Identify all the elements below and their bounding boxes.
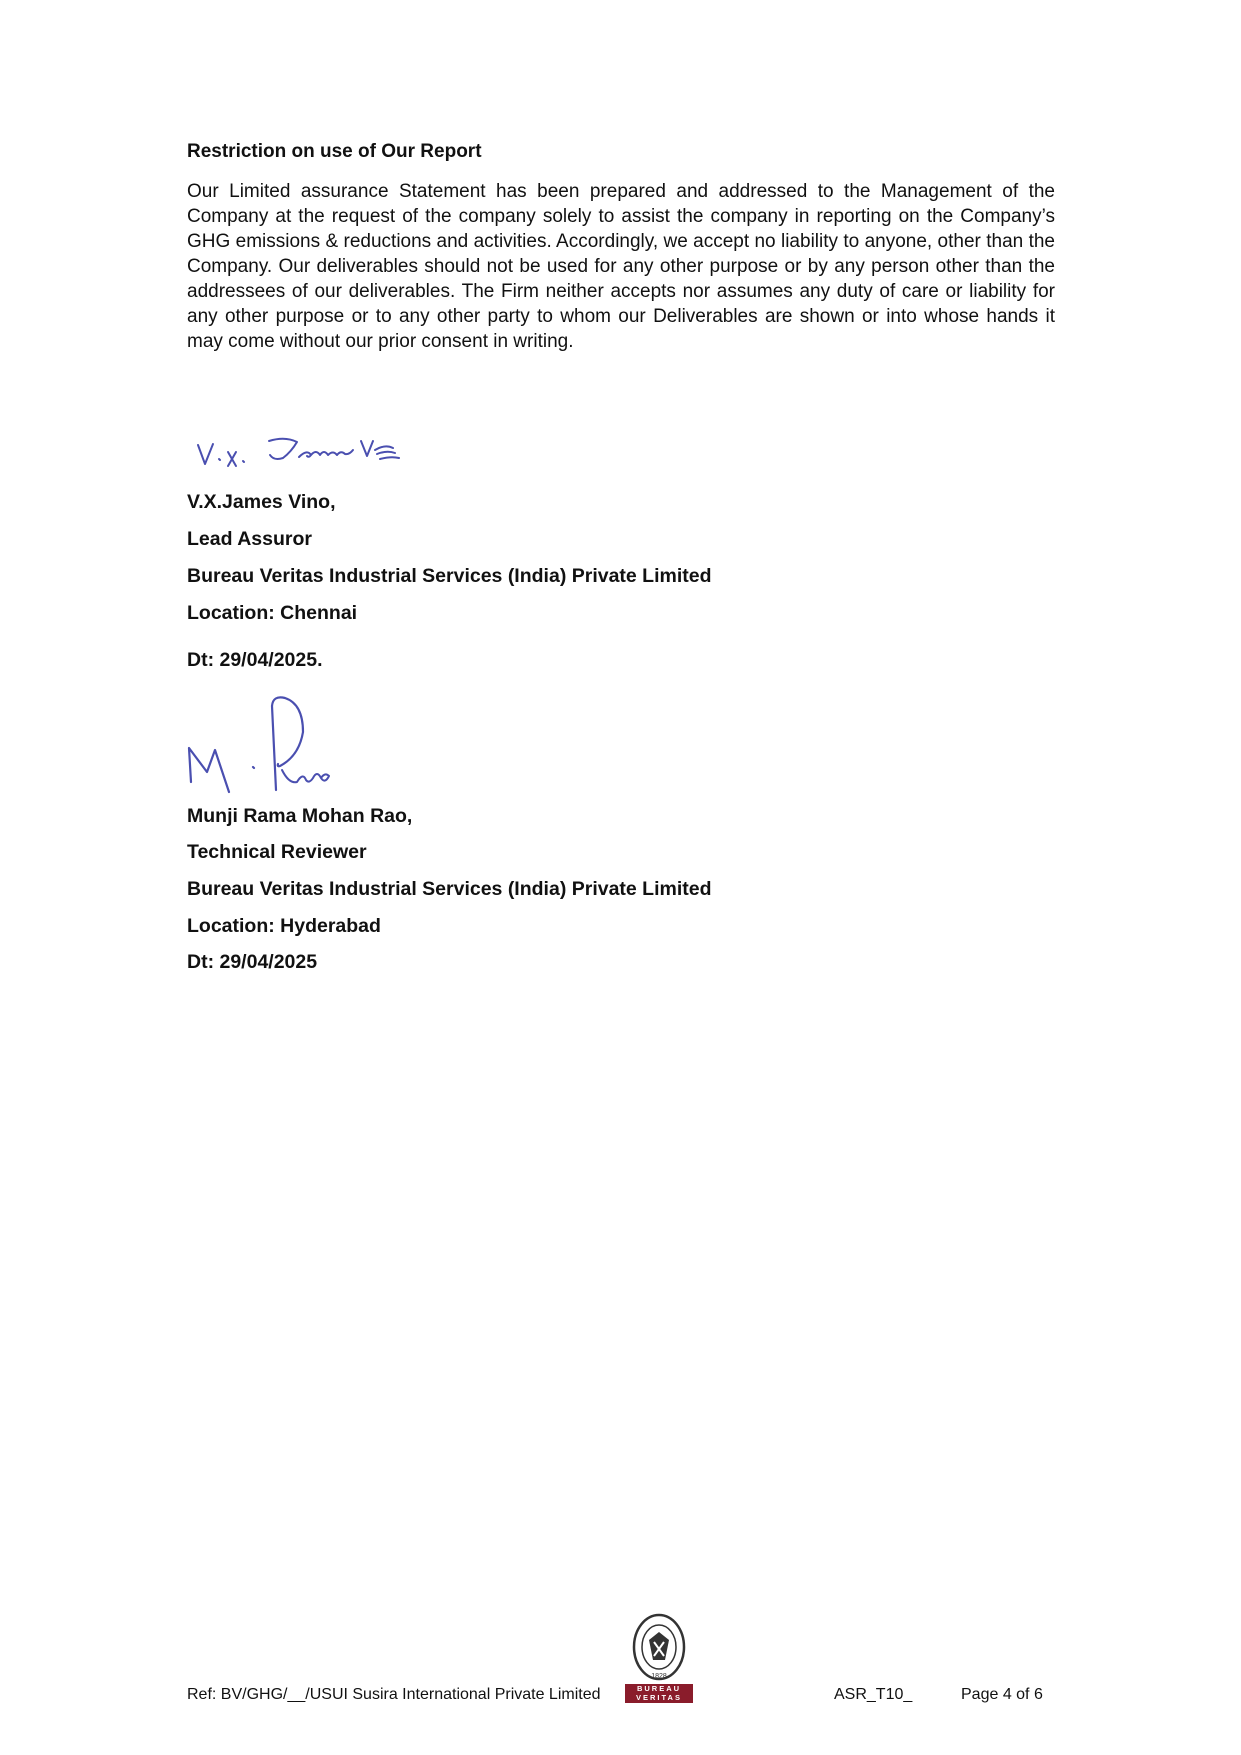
signatory1-location: Location: Chennai bbox=[187, 602, 358, 624]
footer-ref: Ref: BV/GHG/__/USUI Susira International Private Limited bbox=[187, 1686, 601, 1703]
restriction-paragraph: Our Limited assurance Statement has been prepared and addressed to the Management of the Company at the request of the company solely to assist the company in reporting on the Company’s GHG emissions & reductions and activities. Accordingly, we accept no liability to anyone, other than the Company. Our deliverables should not be used for any other purpose or by any person other than the addressees of our deliverables. The Firm neither accepts nor assumes any duty of care or liability for any other purpose or to any other party to whom our Deliverables are shown or into whose hands it may come without our prior consent in writing. bbox=[187, 181, 1055, 352]
signatory1-date: Dt: 29/04/2025. bbox=[187, 649, 323, 671]
logo-text-veritas: VERITAS bbox=[636, 1693, 682, 1702]
signatory1-name: V.X.James Vino, bbox=[187, 491, 336, 513]
svg-text:1828: 1828 bbox=[651, 1673, 667, 1680]
signatory2-name: Munji Rama Mohan Rao, bbox=[187, 805, 413, 827]
footer-page-number: Page 4 of 6 bbox=[961, 1686, 1043, 1703]
signature-james-vino bbox=[195, 428, 465, 476]
logo-text-bureau: BUREAU bbox=[636, 1684, 682, 1693]
footer-doc-code: ASR_T10_ bbox=[834, 1686, 913, 1703]
signatory1-role: Lead Assuror bbox=[187, 528, 312, 550]
bureau-veritas-wordmark bbox=[625, 1684, 693, 1703]
signature-mohan-rao bbox=[185, 692, 355, 800]
signatory2-location: Location: Hyderabad bbox=[187, 915, 381, 937]
signatory2-role: Technical Reviewer bbox=[187, 841, 367, 863]
signatory2-company: Bureau Veritas Industrial Services (India) Private Limited bbox=[187, 878, 712, 900]
signatory2-date: Dt: 29/04/2025 bbox=[187, 951, 318, 973]
bureau-veritas-logo bbox=[625, 1612, 693, 1704]
signatory1-company: Bureau Veritas Industrial Services (India) Private Limited bbox=[187, 565, 712, 587]
bureau-veritas-seal-icon bbox=[625, 1612, 693, 1684]
section-heading: Restriction on use of Our Report bbox=[187, 141, 482, 162]
